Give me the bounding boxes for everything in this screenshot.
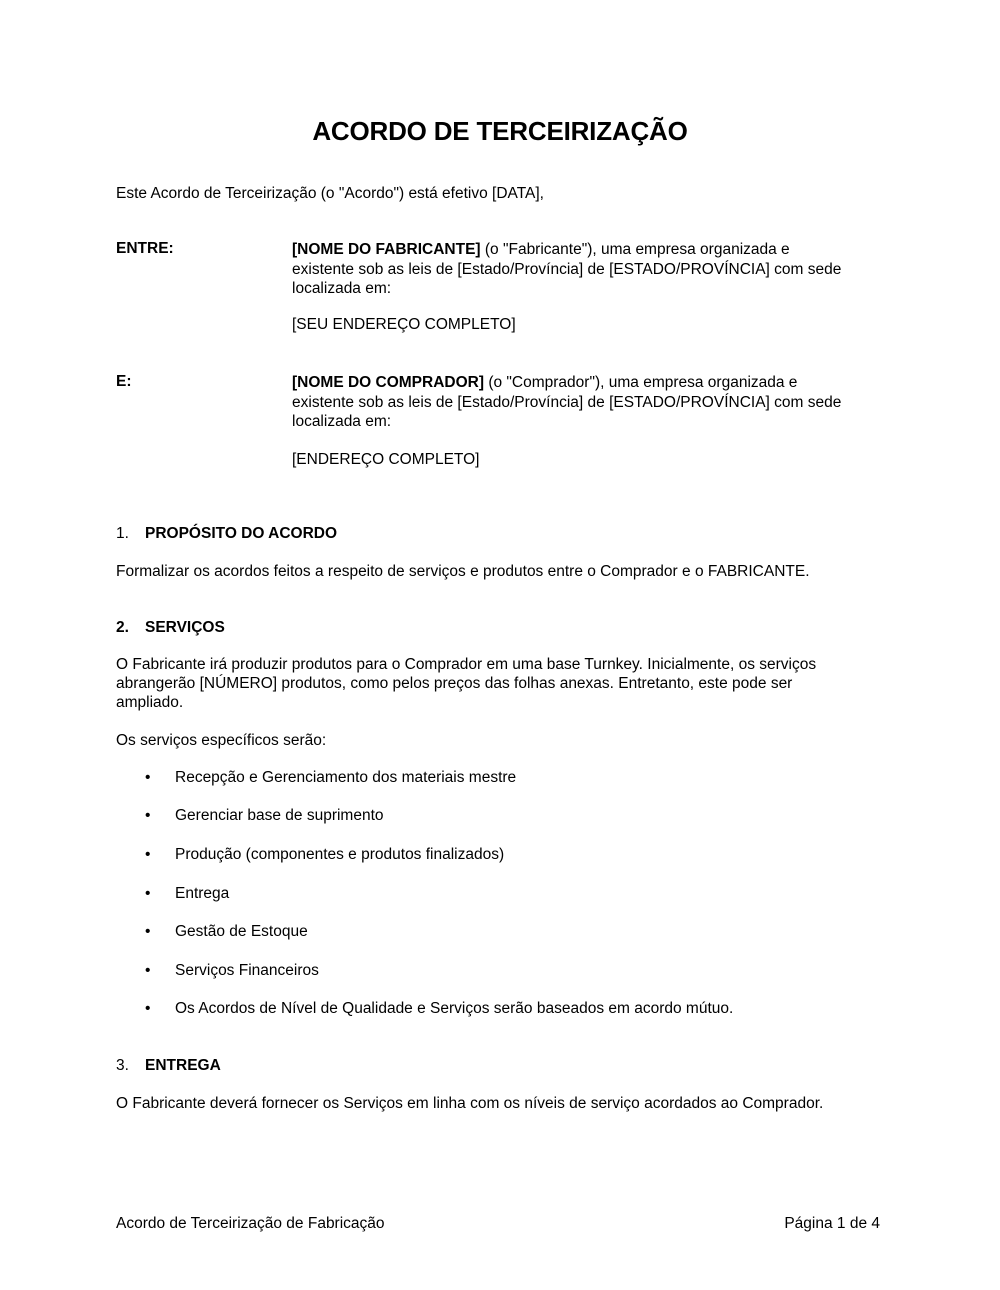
section-body: O Fabricante deverá fornecer os Serviços em linha com os níveis de serviço acordados ao Comprador. (116, 1095, 824, 1112)
list-item: • Os Acordos de Nível de Qualidade e Serviços serão baseados em acordo mútuo. (145, 1000, 734, 1017)
footer-document-name: Acordo de Terceirização de Fabricação (116, 1215, 385, 1232)
intro-paragraph: Este Acordo de Terceirização (o "Acordo") está efetivo [DATA], (116, 185, 544, 202)
list-item: • Gerenciar base de suprimento (145, 807, 384, 824)
bullet-icon: • (145, 846, 151, 863)
bullet-icon: • (145, 923, 151, 940)
party-address: [SEU ENDEREÇO COMPLETO] (292, 316, 516, 333)
bullet-icon: • (145, 769, 151, 786)
party-name: [NOME DO FABRICANTE] (292, 241, 481, 258)
list-intro: Os serviços específicos serão: (116, 732, 327, 749)
party-desc-line: localizada em: (292, 413, 392, 430)
footer-page-number: Página 1 de 4 (784, 1215, 880, 1232)
document-title: ACORDO DE TERCEIRIZAÇÃO (312, 116, 688, 146)
section-title: PROPÓSITO DO ACORDO (145, 525, 338, 542)
body-line: abrangerão [NÚMERO] produtos, como pelos preços das folhas anexas. Entretanto, este pode ser (116, 675, 793, 692)
party-address: [ENDEREÇO COMPLETO] (292, 451, 480, 468)
body-line: O Fabricante irá produzir produtos para o Comprador em uma base Turnkey. Inicialmente, os serviços (116, 656, 817, 673)
body-line: ampliado. (116, 694, 184, 711)
section-heading-3 (116, 1056, 221, 1075)
bullet-icon: • (145, 885, 151, 902)
party-name: [NOME DO COMPRADOR] (292, 374, 485, 391)
section-body (116, 655, 816, 712)
section-number: 2. (116, 619, 129, 636)
list-item: • Gestão de Estoque (145, 923, 308, 940)
party-description-fabricante (292, 240, 841, 299)
party-desc-line: localizada em: (292, 280, 392, 297)
section-heading-1 (116, 524, 337, 543)
party-description-comprador (292, 373, 841, 432)
bullet-icon: • (145, 807, 151, 824)
section-body: Formalizar os acordos feitos a respeito de serviços e produtos entre o Comprador e o FABRICANTE. (116, 563, 810, 580)
list-item: • Entrega (145, 885, 230, 902)
section-number: 1. (116, 525, 129, 542)
party-desc-line: existente sob as leis de [Estado/Província] de [ESTADO/PROVÍNCIA] com sede (292, 393, 842, 411)
party-label-e: E: (116, 373, 132, 390)
section-heading-2 (116, 618, 225, 637)
section-title: ENTREGA (145, 1057, 221, 1074)
list-item: • Produção (componentes e produtos finalizados) (145, 846, 505, 863)
party-desc-line: (o "Fabricante"), uma empresa organizada e (480, 241, 790, 258)
section-title: SERVIÇOS (145, 619, 225, 636)
list-item: • Recepção e Gerenciamento dos materiais mestre (145, 769, 517, 786)
list-item: • Serviços Financeiros (145, 962, 319, 979)
bullet-icon: • (145, 1000, 151, 1017)
bullet-icon: • (145, 962, 151, 979)
party-desc-line: existente sob as leis de [Estado/Província] de [ESTADO/PROVÍNCIA] com sede (292, 260, 842, 278)
party-desc-line: (o "Comprador"), uma empresa organizada e (484, 374, 798, 391)
section-number: 3. (116, 1057, 129, 1074)
party-label-entre: ENTRE: (116, 240, 174, 257)
